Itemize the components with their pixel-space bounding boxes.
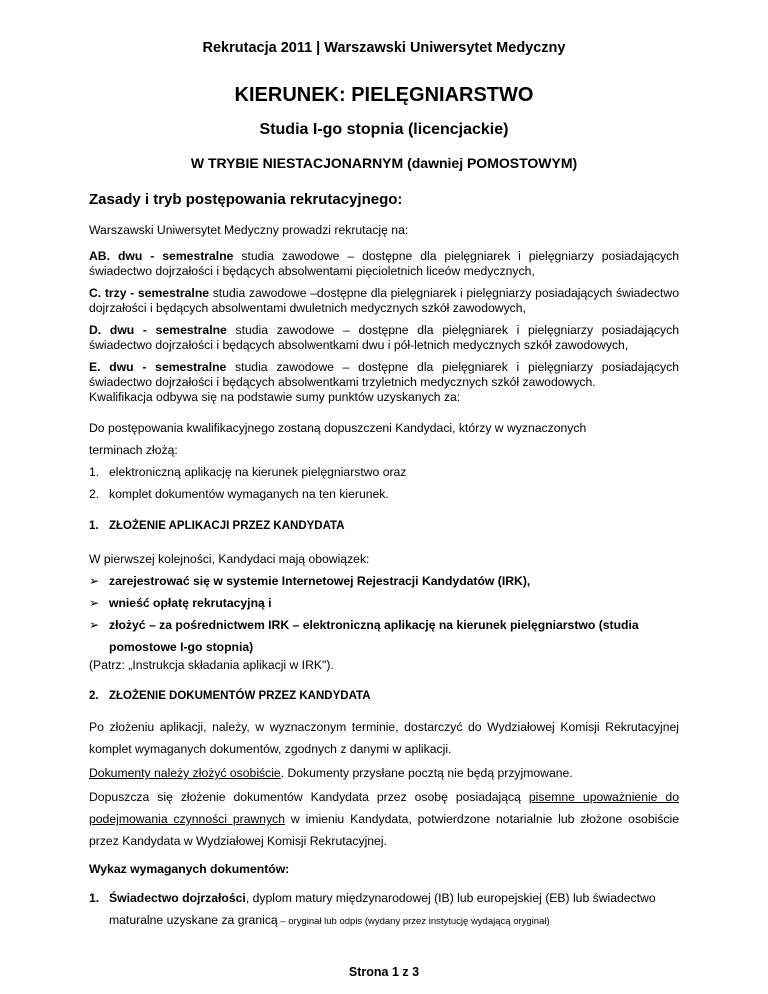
program-d [89, 323, 679, 353]
program-label: D. dwu - semestralne [89, 323, 227, 337]
admission-item [89, 483, 679, 505]
program-text: studia zawodowe – dostępne dla pielęgniarek i pielęgniarzy posiadających świadectwo dojrzałości i będących absolwentkami trzyletnich medycznych szkół zawodowych. [89, 360, 679, 389]
proxy-part1: Dopuszcza się złożenie dokumentów Kandydata przez osobę posiadającą [89, 790, 529, 804]
section-number: 1. [89, 520, 99, 532]
section-number: 2. [89, 690, 99, 702]
after-application-text: Po złożeniu aplikacji, należy, w wyznaczonym terminie, dostarczyć do Wydziałowej Komisji Rekrutacyjnej komplet wymaganych dokumentów, zgodnych z danymi w aplikacji. [89, 720, 679, 756]
document-text [109, 887, 679, 933]
page-header: Rekrutacja 2011 | Warszawski Uniwersytet Medyczny [202, 40, 566, 56]
arrow-bullet-icon: ➢ [89, 574, 100, 588]
section-1-heading [89, 519, 679, 534]
personal-submission-text [89, 762, 679, 784]
document-note: – oryginał lub odpis (wydany przez instytucję wydającą oryginał) [277, 916, 550, 927]
personal-submission-rest: . Dokumenty przysłane pocztą nie będą przyjmowane. [280, 766, 573, 780]
admission-intro-line2: terminach złożą: [89, 443, 178, 457]
program-c [89, 286, 679, 316]
main-content [89, 192, 679, 933]
program-text: studia zawodowe –dostępne dla pielęgniarek i pielęgniarzy posiadających świadectwo dojrzałości i będących absolwentami dwuletnich medycznych szkół zawodowych, [89, 286, 679, 315]
obligations-intro: W pierwszej kolejności, Kandydaci mają obowiązek: [89, 552, 370, 566]
section-heading: Zasady i tryb postępowania rekrutacyjnego: [89, 191, 403, 208]
obligation-text: zarejestrować się w systemie Internetowej Rejestracji Kandydatów (IRK), [109, 574, 531, 588]
section-title: ZŁOŻENIE APLIKACJI PRZEZ KANDYDATA [109, 520, 345, 532]
program-label: AB. dwu - semestralne [89, 249, 234, 263]
admission-item [89, 461, 679, 483]
program-label: C. trzy - semestralne [89, 286, 210, 300]
program-label: E. dwu - semestralne [89, 360, 227, 374]
document-desc: , dyplom matury międzynarodowej (IB) lub europejskiej (EB) lub świadectwo maturalne uzyskane za granicą [109, 891, 656, 927]
item-number: 2. [89, 487, 100, 501]
study-mode: W TRYBIE NIESTACJONARNYM (dawniej POMOSTOWYM) [190, 155, 578, 171]
instruction-note: (Patrz: „Instrukcja składania aplikacji w IRK"). [89, 658, 334, 672]
page-title: KIERUNEK: PIELĘGNIARSTWO [234, 84, 534, 106]
personal-submission-underlined: Dokumenty należy złożyć osobiście [89, 766, 281, 780]
documents-title: Wykaz wymaganych dokumentów: [89, 862, 290, 876]
obligation-item [89, 614, 679, 658]
obligation-item [89, 592, 679, 614]
obligation-text: złożyć – za pośrednictwem IRK – elektroniczną aplikację na kierunek pielęgniarstwo (studia pomostowe I-go stopnia) [109, 618, 639, 654]
item-text: elektroniczną aplikację na kierunek pielęgniarstwo oraz [109, 465, 407, 479]
page-footer: Strona 1 z 3 [348, 965, 420, 979]
item-text: komplet dokumentów wymaganych na ten kierunek. [109, 487, 389, 501]
document-item [89, 887, 679, 933]
qualification-text: Kwalifikacja odbywa się na podstawie sumy punktów uzyskanych za: [89, 390, 461, 404]
admission-intro-line1: Do postępowania kwalifikacyjnego zostaną dopuszczeni Kandydaci, którzy w wyznaczonych [89, 421, 587, 435]
item-number: 1. [89, 891, 100, 905]
page-subtitle: Studia I-go stopnia (licencjackie) [259, 121, 509, 138]
program-text: studia zawodowe – dostępne dla pielęgniarek i pielęgniarzy posiadających świadectwo dojrzałości i będących absolwentkami dwu i pół-letnich medycznych szkół zawodowych, [89, 323, 679, 352]
arrow-bullet-icon: ➢ [89, 618, 100, 632]
proxy-part2: w imieniu Kandydata, potwierdzone notarialnie lub złożone osobiście przez Kandydata w Wydziałowej Komisji Rekrutacyjnej. [89, 812, 679, 848]
obligation-text: wnieść opłatę rekrutacyjną i [109, 596, 272, 610]
intro-text: Warszawski Uniwersytet Medyczny prowadzi rekrutację na: [89, 223, 409, 237]
document-bold: Świadectwo dojrzałości [109, 891, 246, 905]
arrow-bullet-icon: ➢ [89, 596, 100, 610]
section-2-heading [89, 689, 679, 704]
item-number: 1. [89, 465, 100, 479]
proxy-underlined: pisemne upoważnienie do podejmowania czynności prawnych [89, 790, 679, 826]
section-title: ZŁOŻENIE DOKUMENTÓW PRZEZ KANDYDATA [109, 690, 371, 702]
program-ab [89, 249, 679, 279]
obligation-item [89, 570, 679, 592]
program-text: studia zawodowe – dostępne dla pielęgniarek i pielęgniarzy posiadających świadectwo dojrzałości i będących absolwentami pięcioletnich liceów medycznych, [89, 249, 679, 278]
proxy-text [89, 786, 679, 852]
program-e [89, 360, 679, 390]
